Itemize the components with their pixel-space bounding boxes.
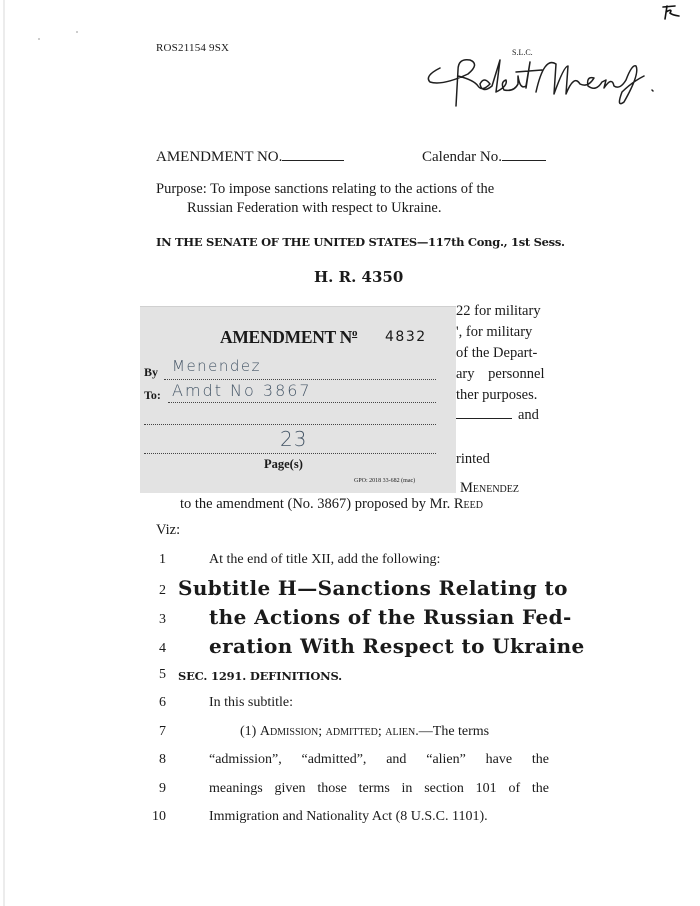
pages-handwritten-value: 23: [280, 427, 308, 451]
purpose-line: Purpose: To impose sanctions relating to the actions of the: [156, 181, 495, 197]
scan-speck: [76, 31, 78, 33]
partial-text-line: ', for military: [456, 324, 533, 340]
calendar-number-blank: [502, 159, 546, 161]
senate-header: IN THE SENATE OF THE UNITED STATES—117th Cong., 1st Sess.: [156, 235, 565, 249]
amendment-number-blank: [282, 159, 344, 161]
scan-speck: [38, 38, 40, 40]
defined-terms: Admission; admitted; alien.: [259, 724, 419, 739]
partial-text-line: 22 for military: [456, 303, 541, 319]
line-number: 3: [159, 612, 166, 627]
to-amendment-text: to the amendment (No. 3867) proposed by Mr.: [180, 496, 454, 512]
scan-edge: [3, 0, 5, 906]
by-dotted-line: [164, 379, 436, 380]
handwritten-corner-mark: [660, 4, 682, 20]
section-heading: SEC. 1291. DEFINITIONS.: [178, 669, 342, 683]
line-number: 1: [159, 552, 166, 567]
partial-text-line: of the Depart-: [456, 345, 538, 361]
gpo-note: GPO: 2018 33-682 (mac): [354, 478, 416, 484]
amendment-number-label: AMENDMENT NO.: [156, 149, 283, 165]
slip-title-superscript: o: [352, 327, 358, 340]
paragraph-number: (1): [240, 724, 260, 739]
purpose-line: Russian Federation with respect to Ukraine.: [187, 200, 442, 216]
slip-title: [220, 327, 357, 348]
line-text: meanings given those terms in section 101 of the: [209, 781, 549, 796]
line-text-suffix: —The terms: [418, 724, 490, 739]
subtitle-heading: the Actions of the Russian Fed-: [209, 605, 572, 629]
line-number: 9: [159, 781, 166, 796]
partial-text-line: ary personnel: [456, 366, 545, 382]
to-dotted-line: [168, 402, 436, 403]
line-number: 4: [159, 641, 166, 656]
slc-mark: S.L.C.: [512, 48, 533, 57]
calendar-number-label: Calendar No.: [422, 149, 502, 165]
partial-text-line: rinted: [456, 451, 490, 467]
to-amendment-line: [180, 496, 483, 513]
text-blank: [456, 417, 512, 419]
amendment-slip: [140, 306, 456, 493]
by-handwritten-value: Menendez: [172, 357, 262, 375]
pages-label: Page(s): [264, 457, 303, 471]
partial-text-line: [456, 407, 539, 424]
amendment-number-field: [156, 149, 344, 166]
slip-title-text: AMENDMENT N: [220, 327, 353, 347]
line-number: 2: [159, 583, 166, 598]
slip-amendment-number: 4832: [385, 329, 427, 345]
partial-text-word: and: [518, 407, 539, 423]
line-text: In this subtitle:: [209, 695, 293, 710]
line-number: 8: [159, 752, 166, 767]
purpose-statement: [156, 180, 494, 218]
subtitle-heading: Subtitle H—Sanctions Relating to: [178, 576, 568, 600]
line-text: At the end of title XII, add the following:: [209, 552, 441, 567]
to-label: To:: [144, 388, 161, 402]
line-number: 10: [152, 809, 166, 824]
partial-text-line: ther purposes.: [456, 387, 538, 403]
bill-number: H. R. 4350: [314, 268, 404, 286]
line-text: [240, 724, 489, 740]
sponsor-name: Menendez: [460, 480, 519, 496]
line-number: 7: [159, 724, 166, 739]
dotted-line: [144, 453, 436, 454]
document-id: ROS21154 9SX: [156, 42, 230, 54]
calendar-number-field: [422, 149, 546, 166]
line-number: 6: [159, 695, 166, 710]
line-text: Immigration and Nationality Act (8 U.S.C. 1101).: [209, 809, 488, 824]
proposer-name: Reed: [453, 496, 483, 512]
to-handwritten-value: Amdt No 3867: [172, 381, 312, 400]
subtitle-heading: eration With Respect to Ukraine: [209, 634, 585, 658]
signature: [418, 46, 662, 112]
line-number: 5: [159, 667, 166, 682]
dotted-line: [144, 424, 436, 425]
line-text: “admission”, “admitted”, and “alien” have the: [209, 752, 549, 767]
by-label: By: [144, 365, 159, 379]
viz-label: Viz:: [156, 522, 181, 538]
